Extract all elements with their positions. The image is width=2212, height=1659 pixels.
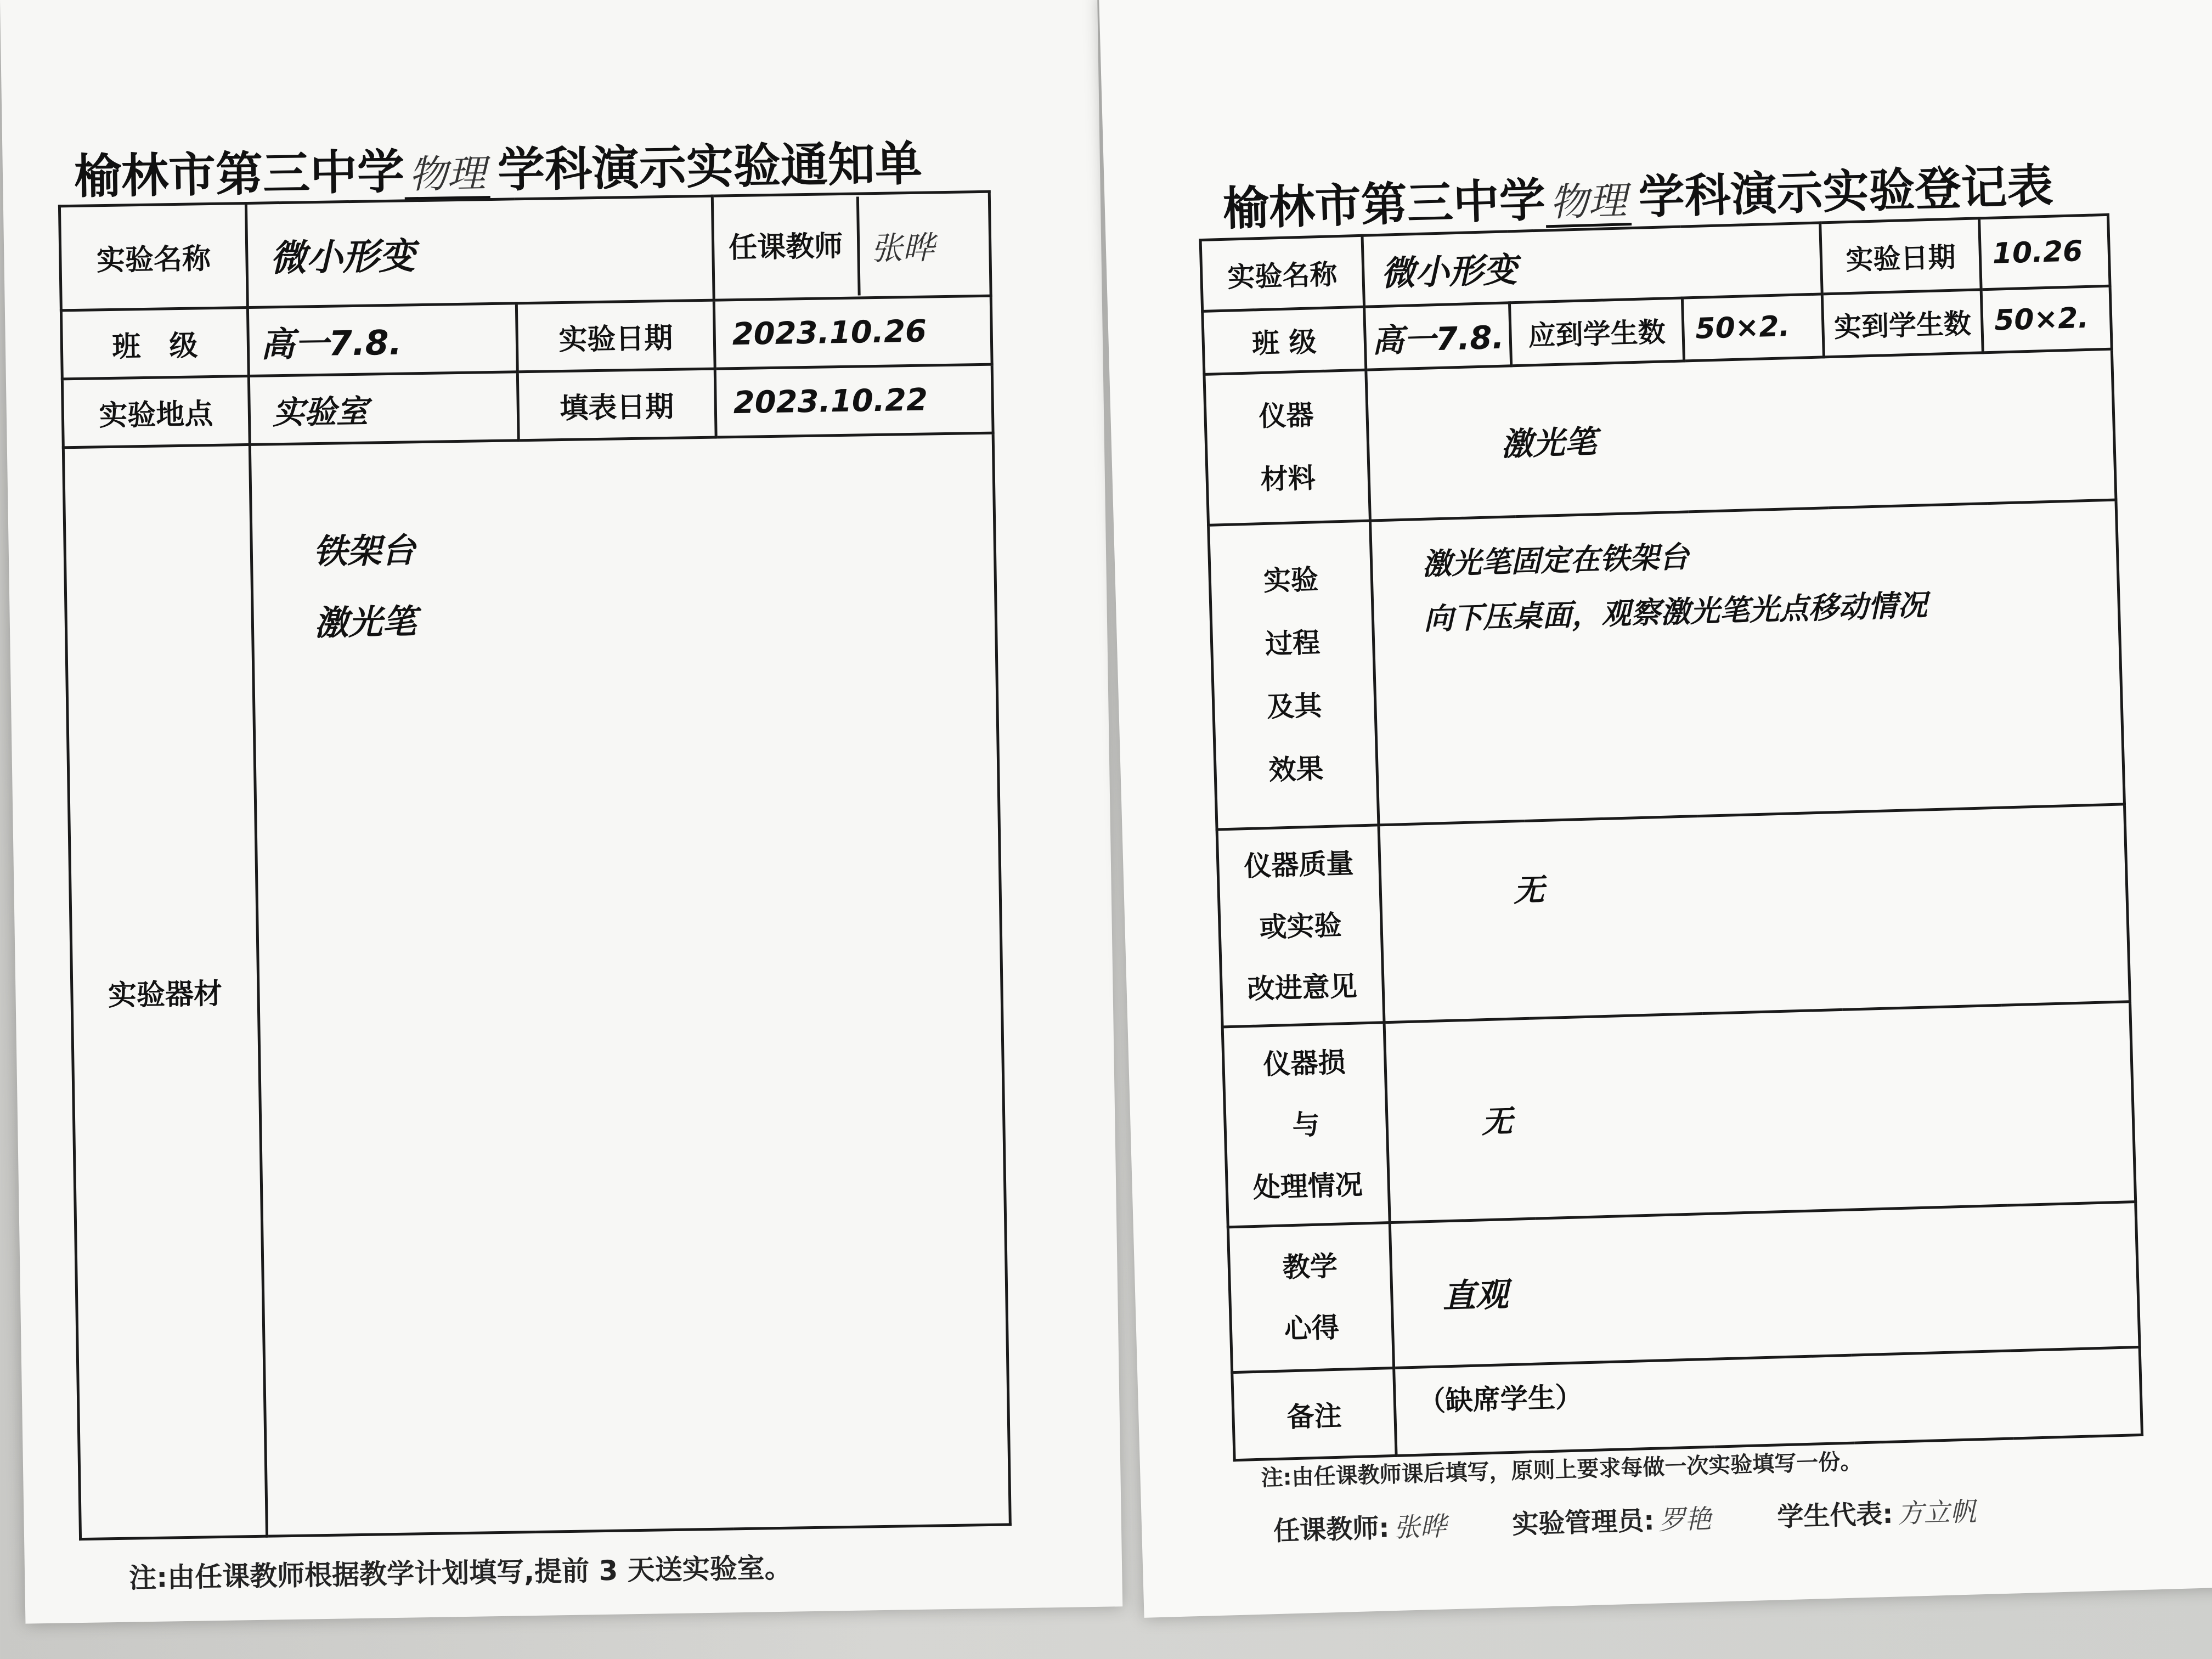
notice-sheet [0,0,1122,1624]
remarks-value: （缺席学生） [1394,1347,2142,1455]
teacher-cell [712,191,991,300]
reg-experiment-name-value: 微小形变 [1362,223,1822,307]
process-line: 向下压桌面，观察激光笔光点移动情况 [1423,588,1928,636]
fill-date-label: 填表日期 [517,369,716,441]
reg-class-label: 班 级 [1203,307,1366,374]
equipment-item: 铁架台 [313,530,416,572]
class-value: 高一7.8. [247,303,517,376]
reg-date-value: 10.26 [1979,215,2111,290]
notice-title-suffix: 学科演示实验通知单 [497,136,923,198]
notice-title-prefix: 榆林市第三中学 [74,144,405,205]
actual-students-label: 实到学生数 [1822,290,1983,357]
materials-value: 激光笔 [1366,349,2116,521]
expected-students-value: 50×2. [1682,294,1824,361]
experiment-name-value: 微小形变 [246,196,714,307]
process-value [1370,500,2124,825]
teaching-label: 教学 心得 [1228,1223,1393,1373]
materials-label: 仪器 材料 [1204,370,1370,525]
admin-sig-value: 罗艳 [1658,1503,1712,1536]
notice-title-subject: 物理 [404,151,490,200]
signature-row [1273,1488,2042,1548]
equipment-list [250,433,1010,1536]
notice-table [58,190,1012,1541]
register-title-prefix: 榆林市第三中学 [1222,173,1547,236]
quality-value: 无 [1379,804,2130,1023]
process-line: 激光笔固定在铁架台 [1421,539,1689,582]
class-label: 班 级 [61,307,249,379]
register-title-suffix: 学科演示实验登记表 [1638,159,2054,224]
actual-students-value: 50×2. [1981,286,2112,353]
damage-label: 仪器损 与 处理情况 [1222,1023,1390,1227]
register-sheet [1099,0,2212,1618]
location-value: 实验室 [249,372,518,445]
teaching-value: 直观 [1390,1202,2140,1368]
register-title-subject: 物理 [1545,178,1632,228]
date-label: 实验日期 [516,300,715,372]
reg-experiment-name-label: 实验名称 [1200,235,1364,311]
location-label: 实验地点 [62,376,250,447]
register-footnote: 注:由任课教师课后填写，原则上要求每做一次实验填写一份。 [1260,1449,1863,1491]
equipment-label: 实验器材 [63,444,267,1539]
date-value: 2023.10.26 [714,296,992,369]
equipment-item: 激光笔 [314,601,417,644]
quality-label: 仪器质量 或实验 改进意见 [1217,825,1384,1027]
student-sig-label: 学生代表: [1776,1498,1894,1533]
teacher-sig-label: 任课教师: [1273,1513,1390,1547]
admin-sig-label: 实验管理员: [1511,1505,1655,1541]
reg-class-value: 高一7.8. [1364,303,1511,370]
expected-students-label: 应到学生数 [1509,298,1684,366]
remarks-label: 备注 [1232,1368,1396,1460]
notice-footnote: 注:由任课教师根据教学计划填写,提前 3 天送实验室。 [128,1551,793,1594]
register-table [1199,213,2143,1462]
fill-date-value: 2023.10.22 [715,364,993,437]
experiment-name-label: 实验名称 [59,204,247,311]
teacher-value: 张晔 [870,228,935,267]
reg-date-label: 实验日期 [1820,218,1982,294]
teacher-label: 任课教师 [714,196,861,297]
damage-value: 无 [1384,1002,2136,1223]
student-sig-value: 方立帆 [1897,1496,1977,1530]
teacher-sig-value: 张晔 [1393,1511,1447,1544]
process-label: 实验 过程 及其 效果 [1209,521,1379,830]
